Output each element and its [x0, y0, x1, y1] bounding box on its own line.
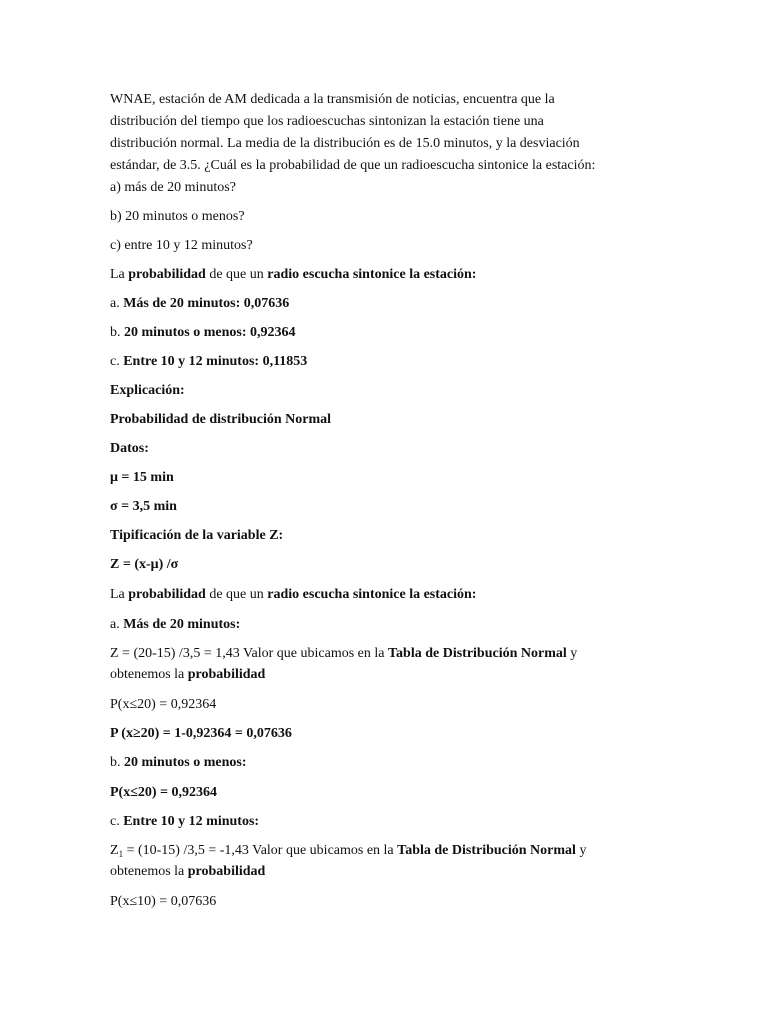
- section-a-title: a. Más de 20 minutos:: [110, 617, 241, 632]
- section-c-title: c. Entre 10 y 12 minutos:: [110, 814, 260, 829]
- section-c-p: P(x≤10) = 0,07636: [110, 894, 217, 909]
- problem-line-1: WNAE, estación de AM dedicada a la transmisión de noticias, encuentra que la: [110, 92, 555, 107]
- explanation-intro: La probabilidad de que un radio escucha sintonice la estación:: [110, 587, 477, 602]
- section-c-calc-line-2: obtenemos la probabilidad: [110, 864, 266, 879]
- answer-a: a. Más de 20 minutos: 0,07636: [110, 296, 290, 311]
- explanation-heading: Explicación:: [110, 383, 185, 398]
- section-b-p: P(x≤20) = 0,92364: [110, 785, 218, 800]
- answer-b: b. 20 minutos o menos: 0,92364: [110, 325, 296, 340]
- question-b: b) 20 minutos o menos?: [110, 209, 245, 224]
- problem-line-2: distribución del tiempo que los radioescuchas sintonizan la estación tiene una: [110, 114, 544, 129]
- question-c: c) entre 10 y 12 minutos?: [110, 238, 253, 253]
- section-a-calc-line-2: obtenemos la probabilidad: [110, 667, 266, 682]
- section-a-calc-line-1: Z = (20-15) /3,5 = 1,43 Valor que ubicamos en la Tabla de Distribución Normal y: [110, 646, 578, 661]
- question-a: a) más de 20 minutos?: [110, 180, 236, 195]
- problem-line-4: estándar, de 3.5. ¿Cuál es la probabilidad de que un radioescucha sintonice la estación:: [110, 158, 596, 173]
- sigma-value: σ = 3,5 min: [110, 499, 177, 514]
- problem-line-3: distribución normal. La media de la distribución es de 15.0 minutos, y la desviación: [110, 136, 580, 151]
- answer-c: c. Entre 10 y 12 minutos: 0,11853: [110, 354, 308, 369]
- section-a-p1: P(x≤20) = 0,92364: [110, 697, 217, 712]
- tipificacion-heading: Tipificación de la variable Z:: [110, 528, 284, 543]
- mu-value: μ = 15 min: [110, 470, 174, 485]
- section-c-calc-line-1: $Z_1 = (10-15) /3,5 = -1,43$ Valor que ubicamos en la Tabla de Distribución Normal y: [110, 843, 587, 859]
- answer-intro: La probabilidad de que un radio escucha sintonice la estación:: [110, 267, 477, 282]
- section-a-p2: P (x≥20) = 1-0,92364 = 0,07636: [110, 726, 292, 741]
- explanation-subheading: Probabilidad de distribución Normal: [110, 412, 332, 427]
- datos-heading: Datos:: [110, 441, 149, 456]
- z-formula: Z = (x-μ) /σ: [110, 557, 179, 572]
- section-b-title: b. 20 minutos o menos:: [110, 755, 247, 770]
